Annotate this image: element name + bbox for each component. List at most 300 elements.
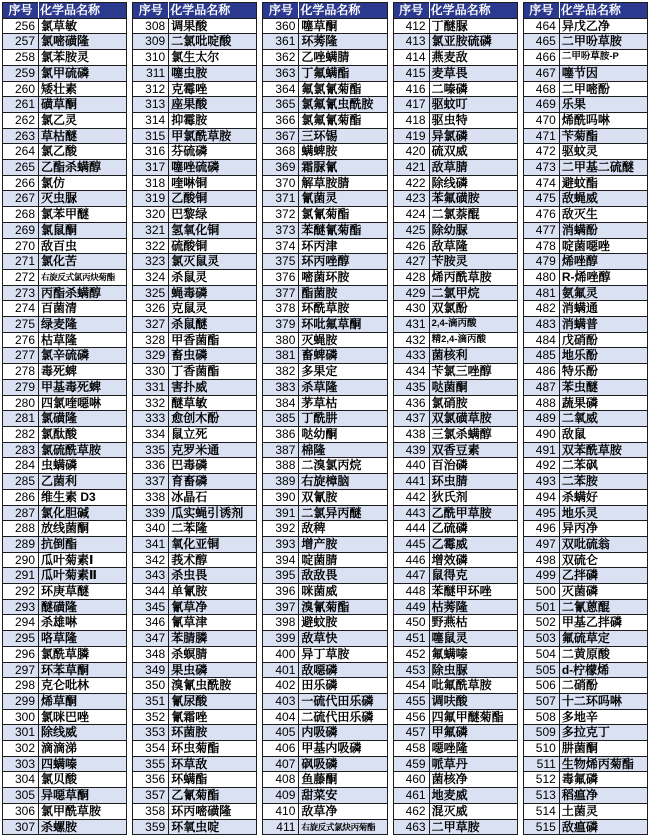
table-row — [393, 474, 517, 490]
chemical-name-cell: 杀鼠灵 — [169, 269, 257, 285]
chemical-name-cell: 虫螨磷 — [39, 458, 127, 474]
table-row — [523, 254, 647, 270]
chemical-name-cell: 氯氟氰菊酯 — [299, 112, 387, 128]
table-row — [523, 678, 647, 694]
chemical-name-cell: 噻草酮 — [299, 18, 387, 34]
table-row — [523, 222, 647, 238]
chemical-name-cell: 螨蜱胺 — [299, 144, 387, 160]
table-row — [263, 599, 387, 615]
chemical-name-cell: 环草敌 — [169, 756, 257, 772]
chemical-name-cell: 酯菌胺 — [299, 285, 387, 301]
table-row — [523, 50, 647, 66]
table-row — [3, 662, 127, 678]
serial-cell: 297 — [3, 662, 39, 678]
chemical-name-cell: 消螨通 — [559, 301, 647, 317]
table-row — [393, 175, 517, 191]
serial-cell: 348 — [133, 646, 169, 662]
table-row — [263, 238, 387, 254]
table-row — [3, 772, 127, 788]
chemical-name-cell: 氟硫草定 — [559, 631, 647, 647]
table-row — [263, 426, 387, 442]
chemical-name-cell: 氯化胆碱 — [39, 505, 127, 521]
chemical-name-cell: 双氰胺 — [299, 489, 387, 505]
chemical-name-cell: 野燕枯 — [429, 615, 517, 631]
chemical-name-cell: 噻鼠灵 — [429, 631, 517, 647]
serial-cell: 467 — [523, 65, 559, 81]
table-row — [3, 474, 127, 490]
serial-cell: 320 — [133, 207, 169, 223]
serial-cell: 326 — [133, 301, 169, 317]
table-row — [133, 599, 257, 615]
chemical-name-cell: 乙氰菊酯 — [169, 788, 257, 804]
chemical-name-cell: 敌瘟磷 — [559, 819, 647, 835]
table-row — [133, 631, 257, 647]
table-row — [263, 379, 387, 395]
serial-cell: 408 — [263, 772, 299, 788]
chemical-name-cell: 氯酞酸 — [39, 426, 127, 442]
serial-cell: 304 — [3, 772, 39, 788]
chemical-name-cell: 二甲基二硫醚 — [559, 160, 647, 176]
table-row — [393, 505, 517, 521]
table-row — [3, 285, 127, 301]
serial-cell: 461 — [393, 788, 429, 804]
table-row — [263, 803, 387, 819]
serial-cell: 273 — [3, 285, 39, 301]
chemical-name-cell: 精2,4-滴丙酸 — [429, 332, 517, 348]
table-row — [393, 521, 517, 537]
serial-cell: 285 — [3, 474, 39, 490]
chemical-name-cell: 害扑威 — [169, 379, 257, 395]
table-row — [133, 238, 257, 254]
chemical-name-cell: 草枯醚 — [39, 128, 127, 144]
serial-cell: 399 — [263, 631, 299, 647]
table-row — [263, 50, 387, 66]
table-row — [393, 301, 517, 317]
serial-cell: 401 — [263, 662, 299, 678]
table-row — [133, 301, 257, 317]
table-row — [133, 474, 257, 490]
serial-cell: 442 — [393, 489, 429, 505]
serial-cell: 298 — [3, 678, 39, 694]
chemical-name-cell: 二硝酚 — [559, 678, 647, 694]
chemical-name-cell: 乙硫磷 — [429, 521, 517, 537]
table-row — [393, 536, 517, 552]
serial-cell: 287 — [3, 505, 39, 521]
table-row — [133, 521, 257, 537]
chemical-name-cell: 乙酰甲草胺 — [429, 505, 517, 521]
chemical-name-cell: 二甲草胺 — [429, 819, 517, 835]
serial-cell: 313 — [133, 97, 169, 113]
table-row — [263, 615, 387, 631]
chemical-name-cell: 醚磺隆 — [39, 599, 127, 615]
chemical-name-cell: 敌敌畏 — [299, 568, 387, 584]
serial-cell: 438 — [393, 426, 429, 442]
table-row — [393, 160, 517, 176]
serial-cell: 391 — [263, 505, 299, 521]
serial-cell: 363 — [263, 65, 299, 81]
serial-cell: 436 — [393, 395, 429, 411]
serial-cell: 333 — [133, 411, 169, 427]
table-row — [523, 112, 647, 128]
chemical-name-cell: 四氟甲醚菊酯 — [429, 709, 517, 725]
chemical-name-cell: 环酰草胺 — [299, 301, 387, 317]
serial-cell: 448 — [393, 584, 429, 600]
table-row — [3, 65, 127, 81]
chemical-name-cell: 内吸磷 — [299, 725, 387, 741]
table-row — [263, 254, 387, 270]
table-row — [3, 803, 127, 819]
table-row — [263, 678, 387, 694]
table-row — [393, 348, 517, 364]
table-row — [393, 756, 517, 772]
table-row — [523, 709, 647, 725]
table-row — [3, 332, 127, 348]
table-row — [523, 426, 647, 442]
serial-cell: 378 — [263, 301, 299, 317]
chemical-name-cell: 二黄原酸 — [559, 646, 647, 662]
chemical-name-cell: 畜虫磷 — [169, 348, 257, 364]
header-row — [3, 3, 127, 19]
chemical-name-cell: 混灭威 — [429, 803, 517, 819]
table-row — [393, 411, 517, 427]
chemical-name-cell: 氯苯甲醚 — [39, 207, 127, 223]
serial-cell: 430 — [393, 301, 429, 317]
serial-cell: 283 — [3, 442, 39, 458]
table-row — [3, 646, 127, 662]
serial-column-header: 序号 — [133, 3, 169, 19]
chemical-name-cell: 除虫脲 — [429, 662, 517, 678]
chemical-name-cell: 溴氰菊酯 — [299, 599, 387, 615]
table-row — [263, 81, 387, 97]
chemical-name-cell: 毒氟磷 — [559, 772, 647, 788]
serial-cell: 468 — [523, 81, 559, 97]
serial-cell: 437 — [393, 411, 429, 427]
chemical-name-cell: 敌蝇威 — [559, 191, 647, 207]
table-row — [523, 725, 647, 741]
serial-cell: 500 — [523, 584, 559, 600]
table-row — [3, 552, 127, 568]
table-row — [133, 756, 257, 772]
table-row — [3, 238, 127, 254]
serial-cell: 409 — [263, 788, 299, 804]
chemical-name-cell: 苯氟磺胺 — [429, 191, 517, 207]
table-row — [523, 285, 647, 301]
serial-cell: 460 — [393, 772, 429, 788]
table-row — [133, 678, 257, 694]
serial-cell: 334 — [133, 426, 169, 442]
serial-cell: 279 — [3, 379, 39, 395]
chemical-name-cell: 右旋樟脑 — [299, 474, 387, 490]
serial-cell: 402 — [263, 678, 299, 694]
chemical-name-cell: 啶菌噁唑 — [559, 238, 647, 254]
serial-cell: 262 — [3, 112, 39, 128]
serial-cell: 478 — [523, 238, 559, 254]
chemical-name-cell: 氰草净 — [169, 599, 257, 615]
table-row — [3, 97, 127, 113]
table-row — [133, 97, 257, 113]
chemical-name-cell: 环庚草醚 — [39, 584, 127, 600]
serial-cell: 427 — [393, 254, 429, 270]
serial-cell: 280 — [3, 395, 39, 411]
table-row — [3, 756, 127, 772]
header-row — [523, 3, 647, 19]
table-row — [3, 395, 127, 411]
chemical-name-cell: 甲氯酰草胺 — [169, 128, 257, 144]
chemical-name-cell: 双氯酚 — [429, 301, 517, 317]
table-row — [393, 489, 517, 505]
serial-cell: 342 — [133, 552, 169, 568]
table-row — [393, 332, 517, 348]
chemical-name-cell: 右旋反式氯炔丙菊酯 — [299, 819, 387, 835]
serial-cell: 385 — [263, 411, 299, 427]
serial-cell: 351 — [133, 693, 169, 709]
serial-cell: 261 — [3, 97, 39, 113]
serial-cell: 362 — [263, 50, 299, 66]
serial-cell: 383 — [263, 379, 299, 395]
table-row — [3, 317, 127, 333]
serial-cell: 398 — [263, 615, 299, 631]
table-row — [393, 584, 517, 600]
chemical-name-cell: 双吡硫翁 — [559, 536, 647, 552]
table-row — [523, 395, 647, 411]
serial-cell: 379 — [263, 317, 299, 333]
chemical-name-cell: 除幼脲 — [429, 222, 517, 238]
serial-cell: 366 — [263, 112, 299, 128]
table-row — [133, 788, 257, 804]
table-row — [393, 128, 517, 144]
chemical-name-cell: 氯生太尔 — [169, 50, 257, 66]
table-row — [523, 474, 647, 490]
serial-cell: 272 — [3, 269, 39, 285]
serial-cell: 323 — [133, 254, 169, 270]
serial-cell: 292 — [3, 584, 39, 600]
table-row — [263, 65, 387, 81]
table-row — [263, 568, 387, 584]
chemical-name-cell: 肼菌酮 — [559, 741, 647, 757]
chemical-name-cell: 灭虫脲 — [39, 191, 127, 207]
serial-cell: 453 — [393, 662, 429, 678]
table-row — [263, 207, 387, 223]
table-row — [393, 599, 517, 615]
serial-cell: 340 — [133, 521, 169, 537]
chemical-name-cell: 双苯酰草胺 — [559, 442, 647, 458]
chemical-name-cell: 甲基乙拌磷 — [559, 615, 647, 631]
serial-cell: 329 — [133, 348, 169, 364]
serial-cell: 365 — [263, 97, 299, 113]
serial-cell: 432 — [393, 332, 429, 348]
chemical-name-cell: 克霉唑 — [169, 81, 257, 97]
chemical-name-cell: 异丙净 — [559, 521, 647, 537]
serial-cell: 384 — [263, 395, 299, 411]
chemical-name-cell: 灭蝇胺 — [299, 332, 387, 348]
chemical-name-cell: 磺草酮 — [39, 97, 127, 113]
chemical-name-cell: 增产胺 — [299, 536, 387, 552]
serial-cell: 480 — [523, 269, 559, 285]
serial-cell: 410 — [263, 803, 299, 819]
table-row — [523, 364, 647, 380]
table-row — [523, 81, 647, 97]
serial-cell: 451 — [393, 631, 429, 647]
serial-cell: 359 — [133, 819, 169, 835]
serial-cell: 353 — [133, 725, 169, 741]
serial-cell: 332 — [133, 395, 169, 411]
table-row — [3, 788, 127, 804]
chemical-name-cell: 十二环吗啉 — [559, 693, 647, 709]
serial-cell: 308 — [133, 18, 169, 34]
chemical-name-cell: 苄胺灵 — [429, 254, 517, 270]
table-row — [3, 678, 127, 694]
table-row — [263, 788, 387, 804]
serial-cell: 471 — [523, 128, 559, 144]
table-row — [393, 34, 517, 50]
serial-cell: 444 — [393, 521, 429, 537]
chemical-name-cell: 消螨普 — [559, 317, 647, 333]
table-row — [133, 379, 257, 395]
serial-cell: 406 — [263, 741, 299, 757]
chemical-name-cell: 二氧威 — [559, 411, 647, 427]
table-row — [3, 615, 127, 631]
chemical-name-cell: 乙拌磷 — [559, 568, 647, 584]
serial-cell: 416 — [393, 81, 429, 97]
serial-cell: 420 — [393, 144, 429, 160]
serial-cell: 355 — [133, 756, 169, 772]
chemical-name-cell: 蔬果磷 — [559, 395, 647, 411]
table-row — [523, 756, 647, 772]
serial-cell: 405 — [263, 725, 299, 741]
serial-cell: 376 — [263, 269, 299, 285]
chemical-name-cell: 愈创木酚 — [169, 411, 257, 427]
serial-cell: 504 — [523, 646, 559, 662]
serial-cell: 289 — [3, 536, 39, 552]
chemical-name-cell: 百菌清 — [39, 301, 127, 317]
chemical-name-cell: 稻瘟净 — [559, 788, 647, 804]
serial-cell: 322 — [133, 238, 169, 254]
table-row — [133, 646, 257, 662]
chemical-name-cell: 氨氟灵 — [559, 285, 647, 301]
serial-cell: 341 — [133, 536, 169, 552]
table-row — [523, 18, 647, 34]
serial-cell: 443 — [393, 505, 429, 521]
serial-cell: 299 — [3, 693, 39, 709]
chemical-name-cell: 驱虫特 — [429, 112, 517, 128]
serial-cell: 456 — [393, 709, 429, 725]
table-row — [393, 269, 517, 285]
chemical-name-cell: 绿麦隆 — [39, 317, 127, 333]
serial-cell: 395 — [263, 568, 299, 584]
chemical-name-cell: 硫酸铜 — [169, 238, 257, 254]
table-row — [133, 411, 257, 427]
chemical-name-cell: 氰尿酸 — [169, 693, 257, 709]
chemical-name-cell: 氯化苦 — [39, 254, 127, 270]
serial-cell: 488 — [523, 395, 559, 411]
table-row — [3, 819, 127, 835]
chemical-name-cell: 氯硫酰草胺 — [39, 442, 127, 458]
table-row — [393, 81, 517, 97]
chemical-name-cell: 甲氟磷 — [429, 725, 517, 741]
table-row — [523, 442, 647, 458]
chemical-name-cell: 调果酸 — [169, 18, 257, 34]
serial-cell: 411 — [263, 819, 299, 835]
chemical-name-cell: 百治磷 — [429, 458, 517, 474]
serial-cell: 293 — [3, 599, 39, 615]
table-row — [523, 819, 647, 835]
table-row — [263, 756, 387, 772]
chemical-name-cell: 解草胺腈 — [299, 175, 387, 191]
table-row — [393, 65, 517, 81]
chemical-name-cell: 环螨酯 — [169, 772, 257, 788]
chemical-name-cell: 异氯磷 — [429, 128, 517, 144]
table-row — [3, 364, 127, 380]
table-row — [393, 191, 517, 207]
serial-cell: 357 — [133, 788, 169, 804]
chemical-name-cell: 棉隆 — [299, 442, 387, 458]
chemical-name-cell: 克罗米通 — [169, 442, 257, 458]
serial-cell: 286 — [3, 489, 39, 505]
table-row — [393, 709, 517, 725]
chemical-name-cell: 多果定 — [299, 364, 387, 380]
serial-cell: 407 — [263, 756, 299, 772]
serial-cell: 330 — [133, 364, 169, 380]
table-row — [133, 662, 257, 678]
chemical-name-cell: 氯亚胺硫磷 — [429, 34, 517, 50]
header-row — [263, 3, 387, 19]
serial-cell: 344 — [133, 584, 169, 600]
chemical-name-cell: 嘧菌环胺 — [299, 269, 387, 285]
chemical-name-cell: 放线菌酮 — [39, 521, 127, 537]
chemical-name-cell: 莪术醇 — [169, 552, 257, 568]
chemical-name-cell: 环虫腈 — [429, 474, 517, 490]
chemical-name-cell: 氯磺隆 — [39, 411, 127, 427]
chemical-name-cell: 吡氟酰草胺 — [429, 678, 517, 694]
serial-cell: 429 — [393, 285, 429, 301]
table-row — [263, 112, 387, 128]
chemical-name-cell: 避蚊酯 — [559, 175, 647, 191]
serial-cell: 495 — [523, 505, 559, 521]
chemical-name-cell: 特乐酚 — [559, 364, 647, 380]
serial-cell: 360 — [263, 18, 299, 34]
chemical-name-cell: 地麦威 — [429, 788, 517, 804]
table-row — [263, 693, 387, 709]
chemical-name-cell: 咯草隆 — [39, 631, 127, 647]
serial-cell: 386 — [263, 426, 299, 442]
serial-cell: 274 — [3, 301, 39, 317]
serial-cell: 446 — [393, 552, 429, 568]
table-row — [263, 552, 387, 568]
chemical-name-cell: 环菌胺 — [169, 725, 257, 741]
chemical-name-cell: 敌百虫 — [39, 238, 127, 254]
chemical-name-cell: 多地辛 — [559, 709, 647, 725]
serial-cell: 426 — [393, 238, 429, 254]
serial-cell: 508 — [523, 709, 559, 725]
chemical-table-column — [132, 2, 257, 835]
table-row — [393, 144, 517, 160]
table-row — [263, 662, 387, 678]
serial-cell: 368 — [263, 144, 299, 160]
chemical-name-cell: 环氧虫啶 — [169, 819, 257, 835]
table-row — [393, 819, 517, 835]
serial-cell: 358 — [133, 803, 169, 819]
chemical-name-cell: 烯酰吗啉 — [559, 112, 647, 128]
table-row — [3, 725, 127, 741]
chemical-name-cell: 三环锡 — [299, 128, 387, 144]
chemical-name-cell: 毒死蜱 — [39, 364, 127, 380]
chemical-name-cell: 氰霜唑 — [169, 709, 257, 725]
table-row — [523, 788, 647, 804]
table-row — [133, 254, 257, 270]
serial-cell: 417 — [393, 97, 429, 113]
table-row — [393, 678, 517, 694]
chemical-name-cell: 抗倒酯 — [39, 536, 127, 552]
